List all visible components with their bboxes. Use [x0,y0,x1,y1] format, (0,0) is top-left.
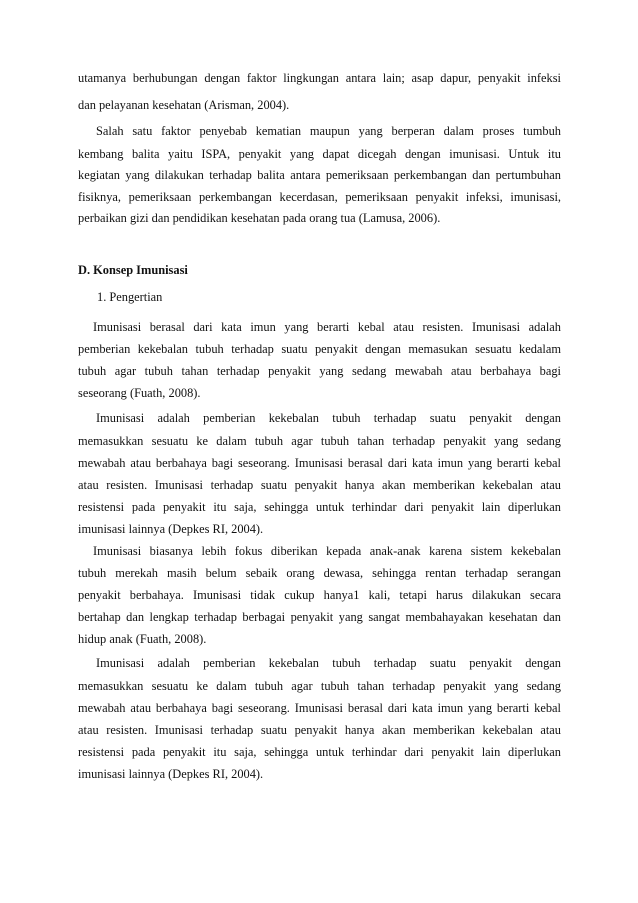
text-line: seseorang (Fuath, 2008). [78,386,201,400]
text-line: imunisasi lainnya (Depkes RI, 2004). [78,522,264,536]
text-line: resistensi pada penyakit itu saja, sehingga untuk terhindar dari penyakit lain diperlukan [78,500,561,514]
text-line: bertahap dan lengkap terhadap berbagai penyakit yang sangat membahayakan kesehatan dan [78,610,561,624]
text-line: mewabah atau berbahaya bagi seseorang. Imunisasi berasal dari kata imun yang berarti kebal [78,701,561,715]
text-line: hidup anak (Fuath, 2008). [78,632,207,646]
text-line: memasukkan sesuatu ke dalam tubuh agar tubuh tahan terhadap penyakit yang sedang [78,434,561,448]
text-line: fisiknya, pemeriksaan perkembangan kecerdasan, pemeriksaan penyakit infeksi, imunisasi, [78,190,561,204]
paragraph-first-line: Salah satu faktor penyebab kematian maupun yang berperan dalam proses tumbuh [96,124,561,138]
text-line: dan pelayanan kesehatan (Arisman, 2004). [78,98,290,112]
text-line: penyakit berbahaya. Imunisasi tidak cukup hanya1 kali, tetapi harus dilakukan secara [78,588,561,602]
text-line: kegiatan yang dilakukan terhadap balita antara pemeriksaan perkembangan dan pertumbuhan [78,168,561,182]
text-line: atau resisten. Imunisasi terhadap suatu penyakit hanya akan memberikan kekebalan atau [78,478,561,492]
text-line: imunisasi lainnya (Depkes RI, 2004). [78,767,264,781]
text-line: memasukkan sesuatu ke dalam tubuh agar tubuh tahan terhadap penyakit yang sedang [78,679,561,693]
text-line: atau resisten. Imunisasi terhadap suatu penyakit hanya akan memberikan kekebalan atau [78,723,561,737]
text-line: pemberian kekebalan tubuh terhadap suatu penyakit dengan memasukan sesuatu kedalam [78,342,561,356]
text-line: kembang balita yaitu ISPA, penyakit yang dapat dicegah dengan imunisasi. Untuk itu [78,147,561,161]
paragraph-first-line: Imunisasi biasanya lebih fokus diberikan kepada anak-anak karena sistem kekebalan [93,544,561,558]
text-line: tubuh agar tubuh tahan terhadap penyakit yang sedang mewabah atau berbahaya bagi [78,364,561,378]
paragraph-first-line: Imunisasi berasal dari kata imun yang berarti kebal atau resisten. Imunisasi adalah [93,320,561,334]
paragraph-first-line: Imunisasi adalah pemberian kekebalan tubuh terhadap suatu penyakit dengan [96,656,561,670]
text-line: perbaikan gizi dan pendidikan kesehatan pada orang tua (Lamusa, 2006). [78,211,441,225]
text-line: tubuh merekah masih belum sebaik orang dewasa, sehingga rentan terhadap serangan [78,566,561,580]
paragraph-first-line: Imunisasi adalah pemberian kekebalan tubuh terhadap suatu penyakit dengan [96,411,561,425]
text-line: mewabah atau berbahaya bagi seseorang. Imunisasi berasal dari kata imun yang berarti kebal [78,456,561,470]
section-heading: D. Konsep Imunisasi [78,263,188,277]
text-line: resistensi pada penyakit itu saja, sehingga untuk terhindar dari penyakit lain diperlukan [78,745,561,759]
text-line: utamanya berhubungan dengan faktor lingkungan antara lain; asap dapur, penyakit infeksi [78,71,561,85]
subsection-heading: 1. Pengertian [97,290,163,304]
